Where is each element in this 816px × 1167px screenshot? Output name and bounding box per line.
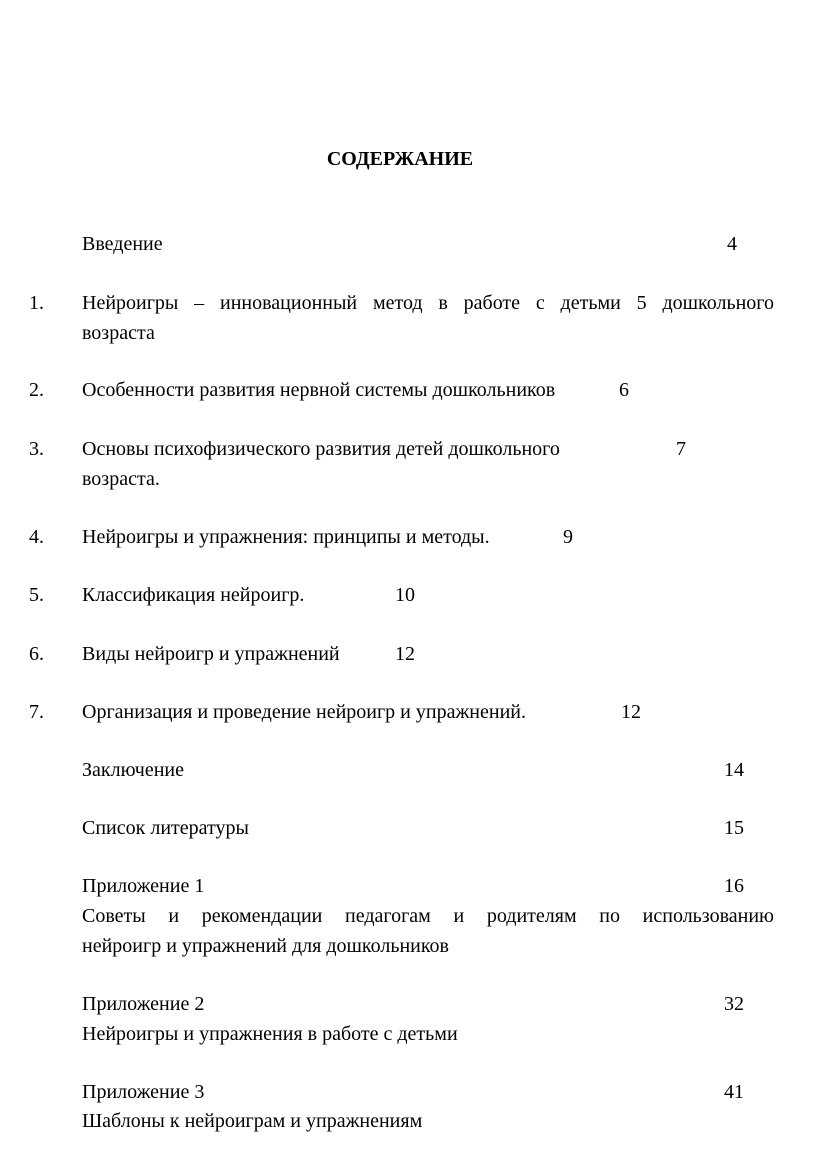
- toc-item-4-label: Нейроигры и упражнения: принципы и методы.: [82, 526, 490, 548]
- toc-item-1-line1: Нейроигры – инновационный метод в работе с детьми 5 дошкольного: [82, 292, 774, 314]
- toc-item-5-number: 5.: [29, 584, 44, 606]
- toc-conclusion-label: Заключение: [82, 759, 184, 781]
- toc-appendix-2-page: 32: [724, 993, 744, 1015]
- toc-item-1-label: [82, 288, 774, 348]
- toc-item-3-page: 7: [676, 438, 686, 460]
- toc-appendix-2-label: Приложение 2: [82, 993, 205, 1015]
- toc-intro-label: Введение: [82, 233, 163, 255]
- toc-references-label: Список литературы: [82, 817, 249, 839]
- toc-appendix-3-label: Приложение 3: [82, 1081, 205, 1103]
- toc-appendix-1-page: 16: [724, 875, 744, 897]
- toc-item-5-label: Классификация нейроигр.: [82, 584, 305, 606]
- toc-item-3-number: 3.: [29, 438, 44, 460]
- toc-appendix-2-desc: Нейроигры и упражнения в работе с детьми: [82, 1023, 458, 1045]
- toc-conclusion-page: 14: [724, 759, 744, 781]
- toc-item-7-page: 12: [621, 701, 641, 723]
- toc-item-6-page: 12: [395, 643, 415, 665]
- toc-appendix-3-desc: Шаблоны к нейроиграм и упражнениям: [82, 1110, 423, 1132]
- toc-appendix-1-label: Приложение 1: [82, 875, 205, 897]
- toc-appendix-1-desc-line2: нейроигр и упражнений для дошкольников: [82, 935, 450, 957]
- toc-appendix-1-desc: [82, 901, 774, 961]
- toc-item-3-label: Основы психофизического развития детей дошкольного: [82, 438, 560, 460]
- toc-item-5-page: 10: [395, 584, 415, 606]
- toc-item-2-label: Особенности развития нервной системы дошкольников: [82, 379, 556, 401]
- toc-item-4-number: 4.: [29, 526, 44, 548]
- toc-item-3-line2: возраста.: [82, 468, 160, 490]
- toc-appendix-1-desc-line1: Советы и рекомендации педагогам и родителям по использованию: [82, 905, 774, 927]
- toc-item-4-page: 9: [563, 526, 573, 548]
- toc-item-1-number: 1.: [29, 292, 44, 314]
- toc-item-2-number: 2.: [29, 379, 44, 401]
- toc-item-7-label: Организация и проведение нейроигр и упражнений.: [82, 701, 526, 723]
- toc-item-7-number: 7.: [29, 701, 44, 723]
- toc-item-6-number: 6.: [29, 643, 44, 665]
- toc-item-2-page: 6: [619, 379, 629, 401]
- toc-item-6-label: Виды нейроигр и упражнений: [82, 643, 340, 665]
- toc-appendix-3-page: 41: [724, 1081, 744, 1103]
- page-title: СОДЕРЖАНИЕ: [326, 148, 474, 170]
- toc-references-page: 15: [724, 817, 744, 839]
- toc-intro-page: 4: [727, 233, 737, 255]
- toc-item-1-line2: возраста: [82, 322, 155, 344]
